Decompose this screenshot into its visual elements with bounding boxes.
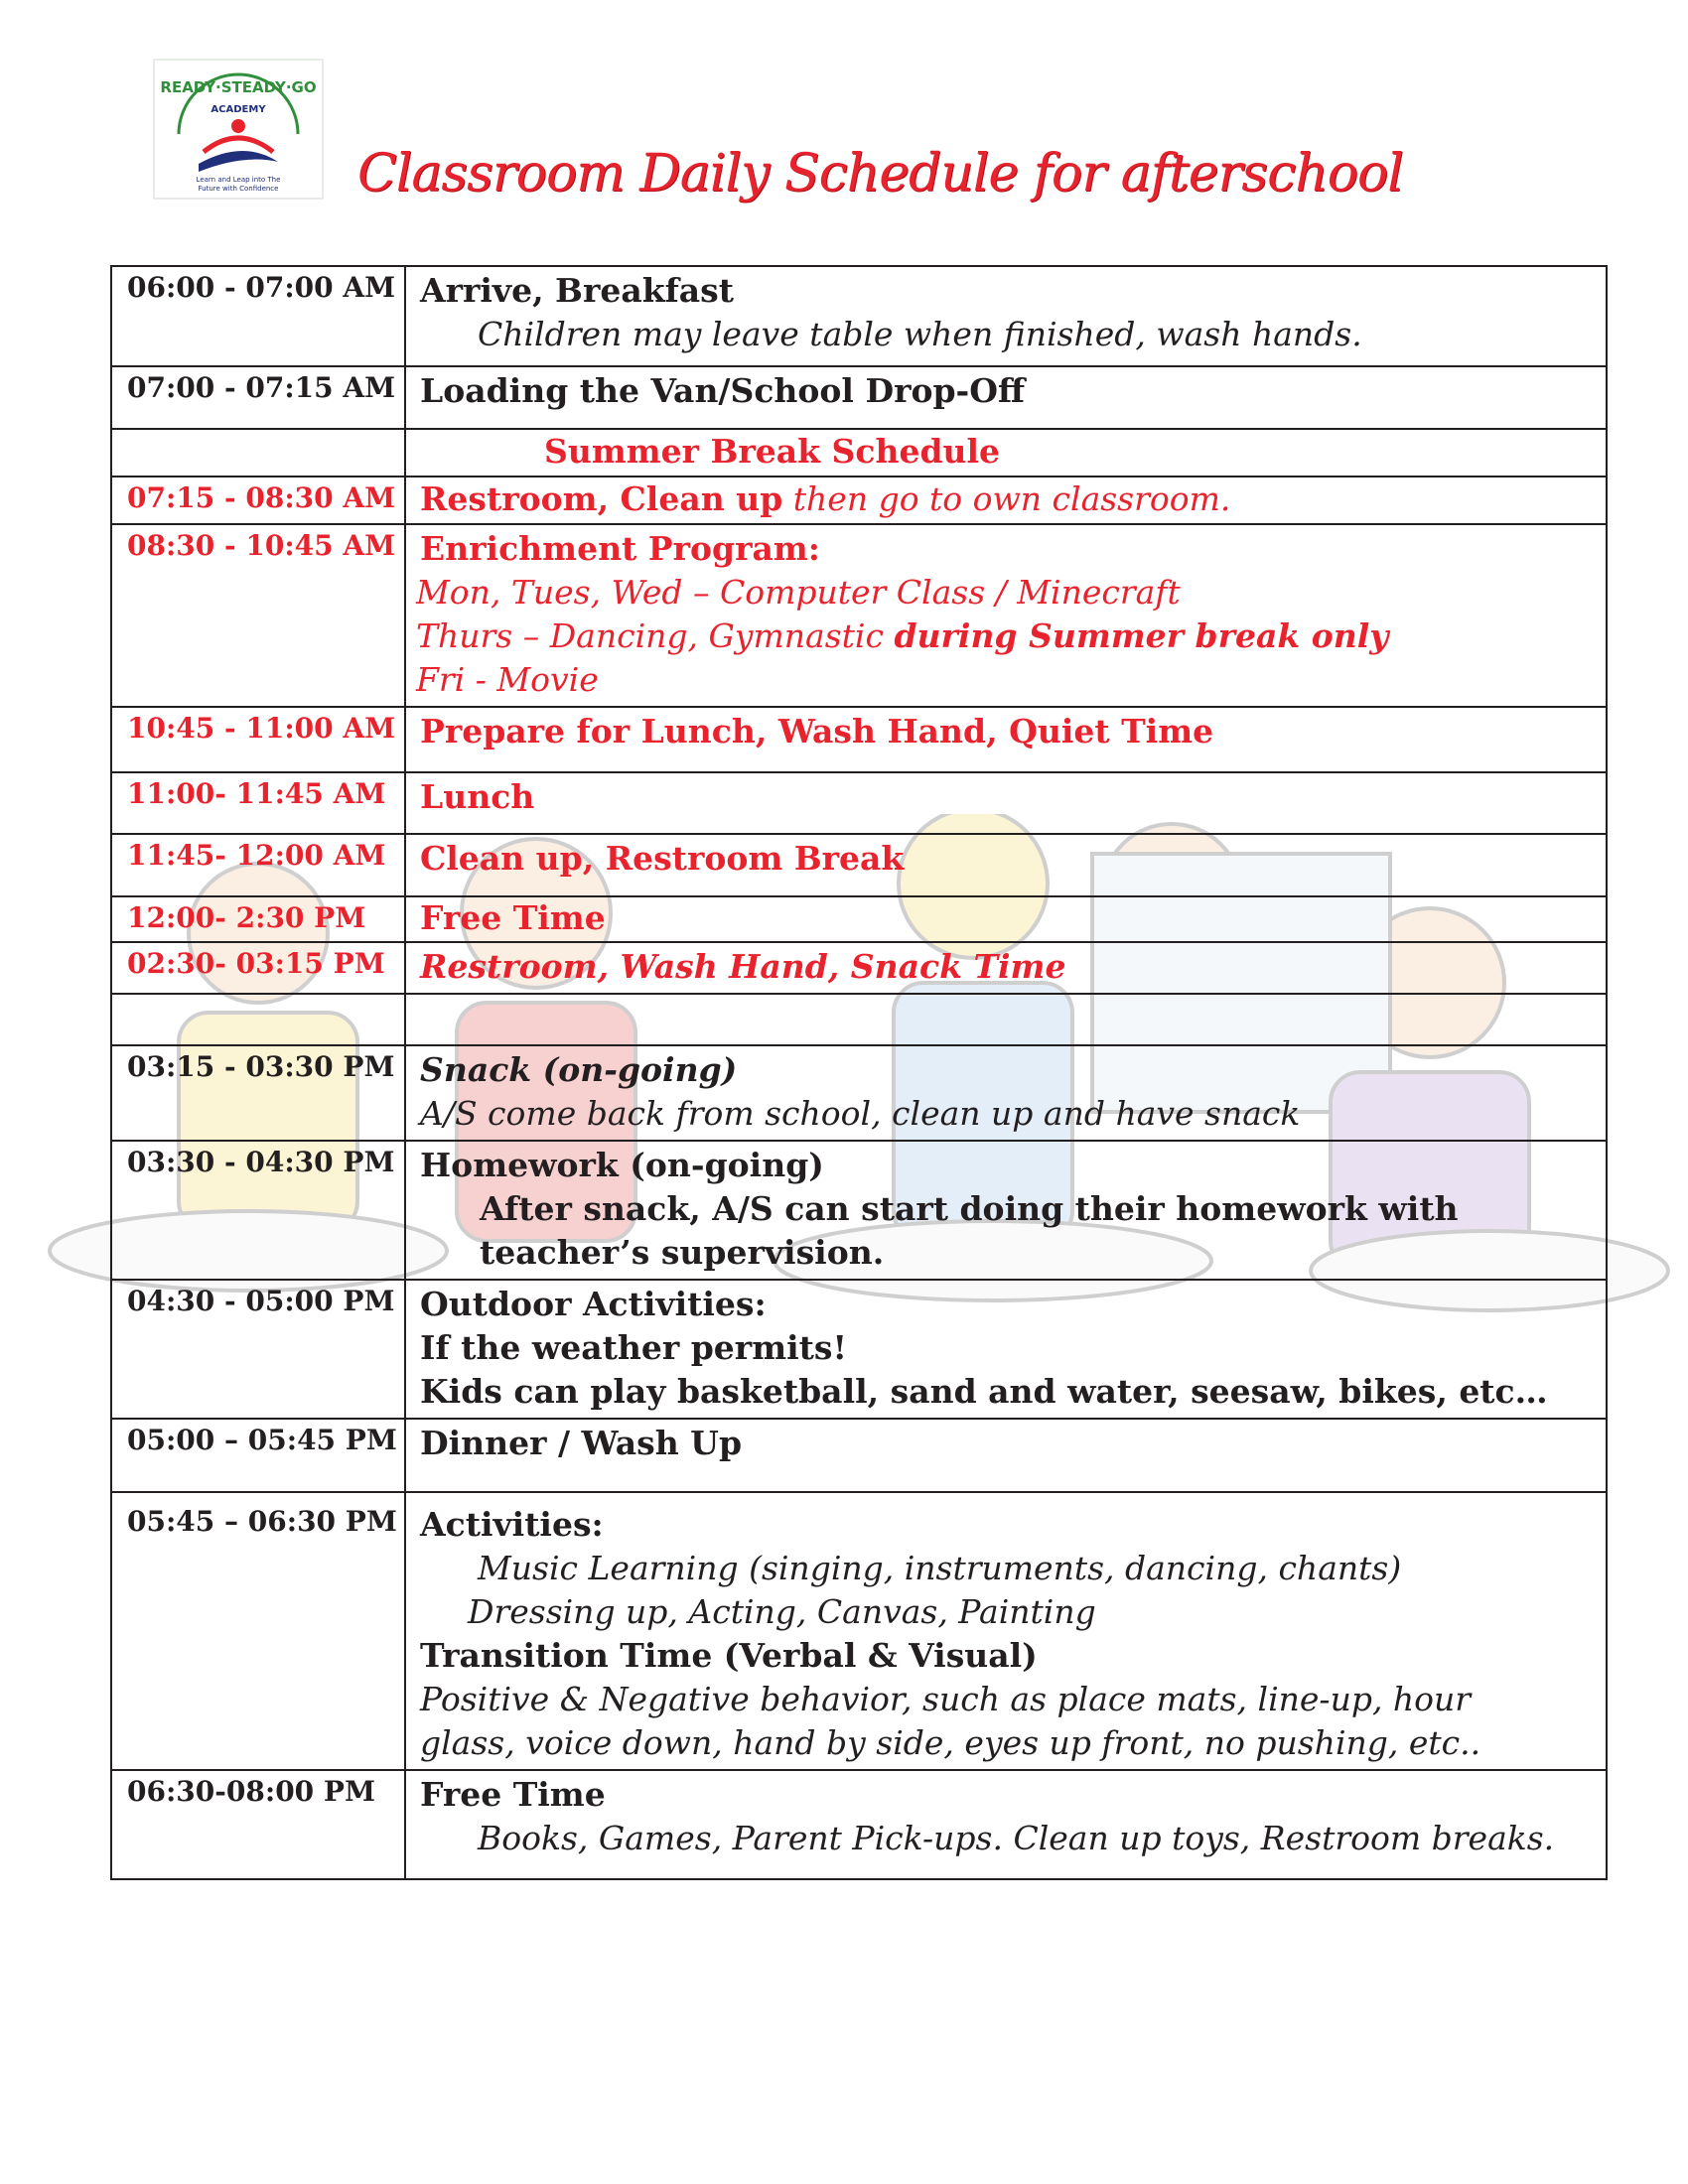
table-row (111, 1492, 1607, 1770)
activity-cell (405, 834, 1607, 896)
activity-line: Mon, Tues, Wed – Computer Class / Minecraft (416, 573, 1181, 612)
activity-title: Free Time (420, 1775, 606, 1814)
activity-cell (405, 1141, 1607, 1280)
time-cell: 06:00 - 07:00 AM (111, 266, 405, 366)
time-cell: 02:30- 03:15 PM (111, 942, 405, 994)
activity-cell (405, 1770, 1607, 1879)
time-cell: 07:15 - 08:30 AM (111, 477, 405, 524)
table-row (111, 772, 1607, 834)
activity-subtitle: Transition Time (Verbal & Visual) (420, 1636, 1038, 1675)
activity-line: Music Learning (singing, instruments, dancing, chants) (478, 1549, 1402, 1587)
time-cell: 03:30 - 04:30 PM (111, 1141, 405, 1280)
time-cell: 10:45 - 11:00 AM (111, 707, 405, 772)
table-row (111, 1141, 1607, 1280)
table-row (111, 707, 1607, 772)
page-title: Classroom Daily Schedule for afterschool (357, 144, 1403, 204)
activity-title: Restroom, Clean up (420, 479, 783, 518)
activity-cell (405, 429, 1607, 477)
activity-cell (405, 772, 1607, 834)
time-cell: 11:45- 12:00 AM (111, 834, 405, 896)
activity-line: Dressing up, Acting, Canvas, Painting (468, 1592, 1096, 1631)
table-row (111, 942, 1607, 994)
activity-note: A/S come back from school, clean up and have snack (420, 1094, 1301, 1133)
time-cell: 05:45 – 06:30 PM (111, 1492, 405, 1770)
activity-cell (405, 366, 1607, 429)
section-heading: Summer Break Schedule (544, 432, 1001, 471)
time-cell (111, 429, 405, 477)
activity-cell (405, 477, 1607, 524)
activity-line: Thurs – Dancing, Gymnastic during Summer break only (416, 616, 1389, 655)
activity-note: After snack, A/S can start doing their homework with teacher’s supervision. (480, 1189, 1459, 1272)
activity-cell (405, 994, 1607, 1045)
time-cell: 05:00 – 05:45 PM (111, 1419, 405, 1492)
activity-note: Positive & Negative behavior, such as place mats, line-up, hour glass, voice down, hand by side, eyes up front, no pushing, etc.. (420, 1680, 1481, 1762)
activity-cell (405, 707, 1607, 772)
svg-text:Future with Confidence: Future with Confidence (198, 185, 279, 193)
activity-title: Enrichment Program: (420, 529, 820, 568)
activity-title: Clean up, Restroom Break (420, 839, 905, 878)
activity-cell (405, 524, 1607, 707)
schedule-table (110, 265, 1608, 1880)
table-row (111, 1280, 1607, 1419)
activity-cell (405, 1280, 1607, 1419)
activity-title: Homework (on-going) (420, 1146, 824, 1184)
table-row (111, 1045, 1607, 1141)
activity-line: Fri - Movie (416, 660, 599, 699)
table-row (111, 477, 1607, 524)
activity-note: then go to own classroom. (792, 479, 1231, 518)
activity-title: Restroom, Wash Hand, Snack Time (420, 947, 1066, 986)
table-row (111, 896, 1607, 942)
table-row (111, 834, 1607, 896)
time-cell: 06:30-08:00 PM (111, 1770, 405, 1879)
activity-title: Dinner / Wash Up (420, 1424, 743, 1462)
activity-title: Activities: (420, 1505, 604, 1544)
time-cell: 04:30 - 05:00 PM (111, 1280, 405, 1419)
activity-cell (405, 1045, 1607, 1141)
activity-title: Snack (on-going) (420, 1050, 738, 1089)
summer-emphasis: during Summer break only (894, 616, 1389, 655)
activity-cell (405, 266, 1607, 366)
activity-title: Lunch (420, 777, 535, 816)
time-cell (111, 994, 405, 1045)
activity-cell (405, 942, 1607, 994)
table-row (111, 1419, 1607, 1492)
activity-line: Kids can play basketball, sand and water, seesaw, bikes, etc… (420, 1372, 1548, 1411)
activity-note: Children may leave table when finished, wash hands. (478, 315, 1362, 353)
svg-text:READY·STEADY·GO: READY·STEADY·GO (160, 78, 317, 96)
svg-text:ACADEMY: ACADEMY (211, 104, 266, 115)
table-row (111, 524, 1607, 707)
activity-title: Arrive, Breakfast (420, 271, 734, 310)
table-row (111, 429, 1607, 477)
activity-title: Free Time (420, 898, 606, 937)
activity-line: If the weather permits! (420, 1328, 847, 1367)
time-cell: 07:00 - 07:15 AM (111, 366, 405, 429)
table-row (111, 1770, 1607, 1879)
table-row (111, 266, 1607, 366)
activity-note: Books, Games, Parent Pick-ups. Clean up toys, Restroom breaks. (478, 1819, 1555, 1857)
activity-cell (405, 1492, 1607, 1770)
activity-title: Loading the Van/School Drop-Off (420, 371, 1026, 410)
table-row (111, 366, 1607, 429)
time-cell: 11:00- 11:45 AM (111, 772, 405, 834)
time-cell: 12:00- 2:30 PM (111, 896, 405, 942)
time-cell: 08:30 - 10:45 AM (111, 524, 405, 707)
svg-text:Learn and Leap into The: Learn and Leap into The (196, 176, 281, 184)
time-cell: 03:15 - 03:30 PM (111, 1045, 405, 1141)
academy-logo (149, 55, 328, 204)
activity-title: Prepare for Lunch, Wash Hand, Quiet Time (420, 712, 1214, 751)
activity-cell (405, 896, 1607, 942)
table-row (111, 994, 1607, 1045)
activity-title: Outdoor Activities: (420, 1285, 767, 1323)
activity-cell (405, 1419, 1607, 1492)
